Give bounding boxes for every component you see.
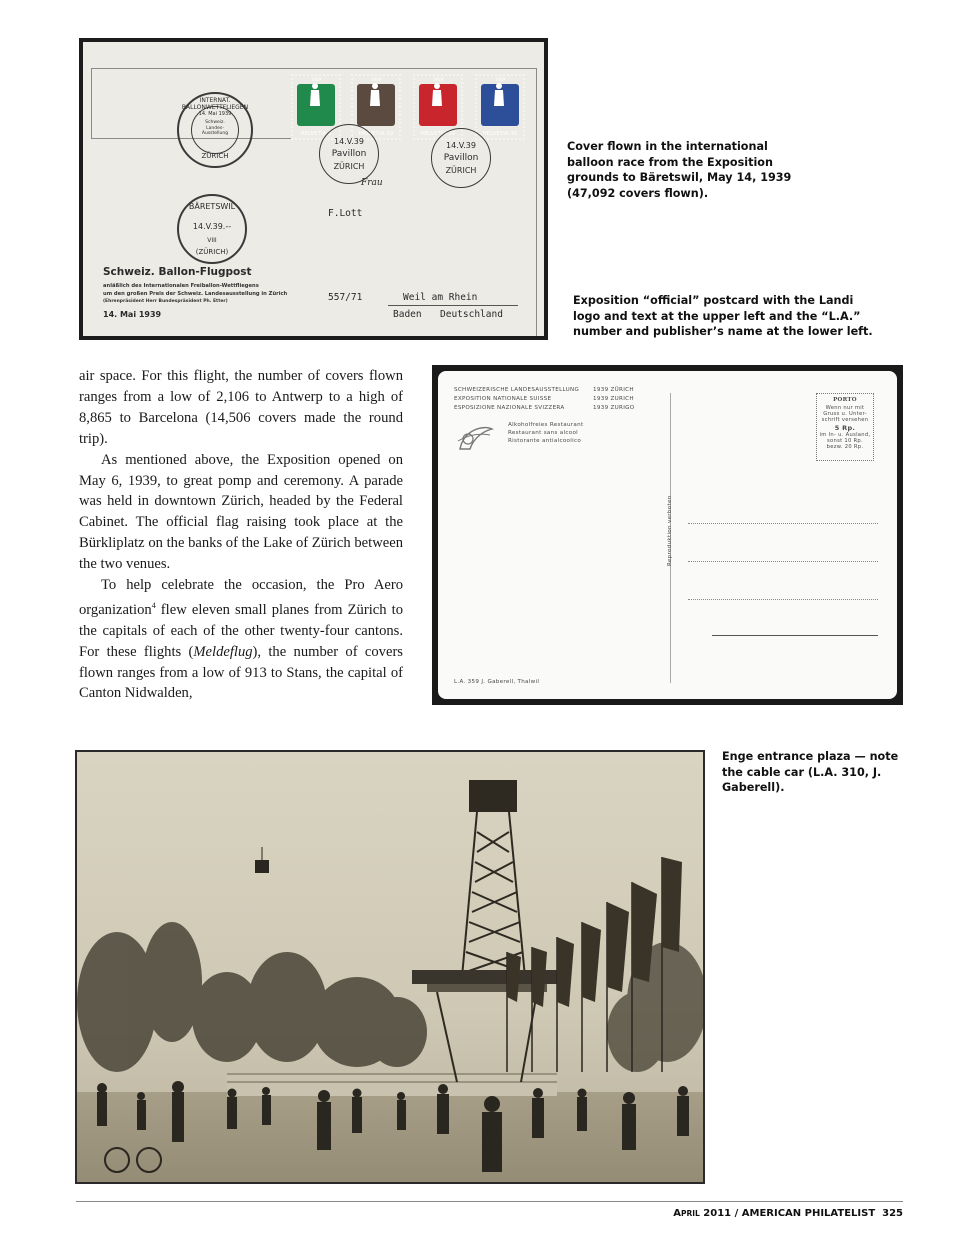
page-footer: APRIL 2011 / AMERICAN PHILATELIST 325	[673, 1208, 903, 1219]
caption-photo: Enge entrance plaza — note the cable car (L.A. 310, J. Gaberell).	[722, 750, 899, 794]
baretswil-postmark: BÄRETSWIL 14.V.39.-- VIII (ZÜRICH)	[177, 194, 247, 264]
postcard-image	[432, 365, 903, 705]
porto-box: PORTO Wenn nur mit Gruss u. Unter- schrift versehen 5 Rp. im In- u. Ausland, sonst 10 Rp. bezw. 20 Rp.	[816, 393, 874, 461]
footer-rule	[76, 1201, 903, 1202]
stamp-2: 1939 HELVETIA 10	[351, 74, 401, 140]
publisher-text: L.A. 359 J. Gaberell, Thalwil	[454, 679, 540, 685]
balloon-cover-image	[79, 38, 548, 340]
cover-heading: Schweiz. Ballon-Flugpost	[103, 266, 252, 278]
address-region: Baden	[393, 309, 422, 320]
addressee-name: F.Lott	[328, 208, 363, 219]
address-line-1	[688, 523, 878, 524]
cover-subtext: anläßlich des Internationalen Freiballon-Wettfliegens um den großen Preis der Schweiz. Landesausstellung in Zürich (Ehrenpräsident Herr Bundespräsident Ph. Etter)	[103, 283, 288, 304]
page-number: 325	[882, 1208, 903, 1219]
stamp-4: 1939 HELVETIA 30	[475, 74, 525, 140]
cover-envelope	[83, 42, 544, 336]
paragraph-3: To help celebrate the occasion, the Pro Aero organization$^4$ flew eleven small planes from Zürich to the capitals of each of the other twenty-four cantons. For these flights (Meldeflug), the number of covers flown ranges from a low of 913 to Stans, the capital of Canton Nidwalden,	[79, 577, 403, 702]
address-line-4	[712, 635, 878, 636]
landi-logo	[454, 419, 496, 455]
footnote-4[interactable]: 4	[151, 600, 156, 610]
cover-date: 14. Mai 1939	[103, 310, 162, 319]
stamp-1: 1939 HELVETIA 5	[291, 74, 341, 140]
address-country: Deutschland	[440, 309, 503, 320]
caption-postcard: Exposition “official” postcard with the Landi logo and text at the upper left and the “L.A.” number and publisher’s name at the lower left.	[573, 294, 873, 338]
enge-plaza-photo	[75, 750, 705, 1184]
pavillon-postmark-2: 14.V.39 Pavillon ZÜRICH	[431, 128, 491, 188]
restaurant-text: Alkoholfreies Restaurant Restaurant sans alcool Ristorante antialcoolico	[508, 422, 584, 444]
paragraph-2: As mentioned above, the Exposition opened on May 6, 1939, to great pomp and ceremony. A parade was held in downtown Zürich, headed by the Federal Cabinet. The official flag raising took place at the Bürkliplatz on the banks of the Lake of Zürich between the two venues.	[79, 451, 403, 573]
handwritten-frau: Frau	[361, 178, 383, 188]
address-line-2	[688, 561, 878, 562]
cover-number: 557/71	[328, 292, 363, 303]
address-line-3	[688, 599, 878, 600]
article-body	[79, 366, 403, 704]
stamp-3: 1939 HELVETIA 20	[413, 74, 463, 140]
pavillon-postmark-1: 14.V.39 Pavillon ZÜRICH	[319, 124, 379, 184]
paragraph-1: air space. For this flight, the number of covers flown ranges from a low of 2,106 to Antwerp to a high of 8,865 to Barcelona (14,506 covers made the round trip).	[79, 368, 403, 447]
postcard-back: SCHWEIZERISCHE LANDESAUSSTELLUNG 1939 ZÜRICH EXPOSITION NATIONALE SUISSE 1939 ZURICH ESPOSIZIONE NAZIONALE SVIZZERA 1939 ZURIGO Alkoholfreies Restaurant Restaurant sans alcool Ristorante antialcoolico Reproduktion verboten PORTO Wenn nur mit Gruss u. Unter- schrift versehen 5 Rp. im In- u. Ausland, sonst 10 Rp. bezw. 20 Rp. L.A. 359 J. Gaberell, Thalwil	[438, 371, 897, 699]
balloon-postmark: INTERNAT. BALLONWETTFLIEGEN Schweiz. Landes- Ausstellung 14. Mai 1939 ZÜRICH	[177, 92, 253, 168]
address-city: Weil am Rhein	[403, 292, 478, 303]
caption-cover: Cover flown in the international balloon race from the Exposition grounds to Bäretswil, May 14, 1939 (47,092 covers flown).	[567, 140, 792, 200]
reproduction-text: Reproduktion verboten	[667, 495, 673, 566]
photo-scene	[77, 752, 703, 1182]
